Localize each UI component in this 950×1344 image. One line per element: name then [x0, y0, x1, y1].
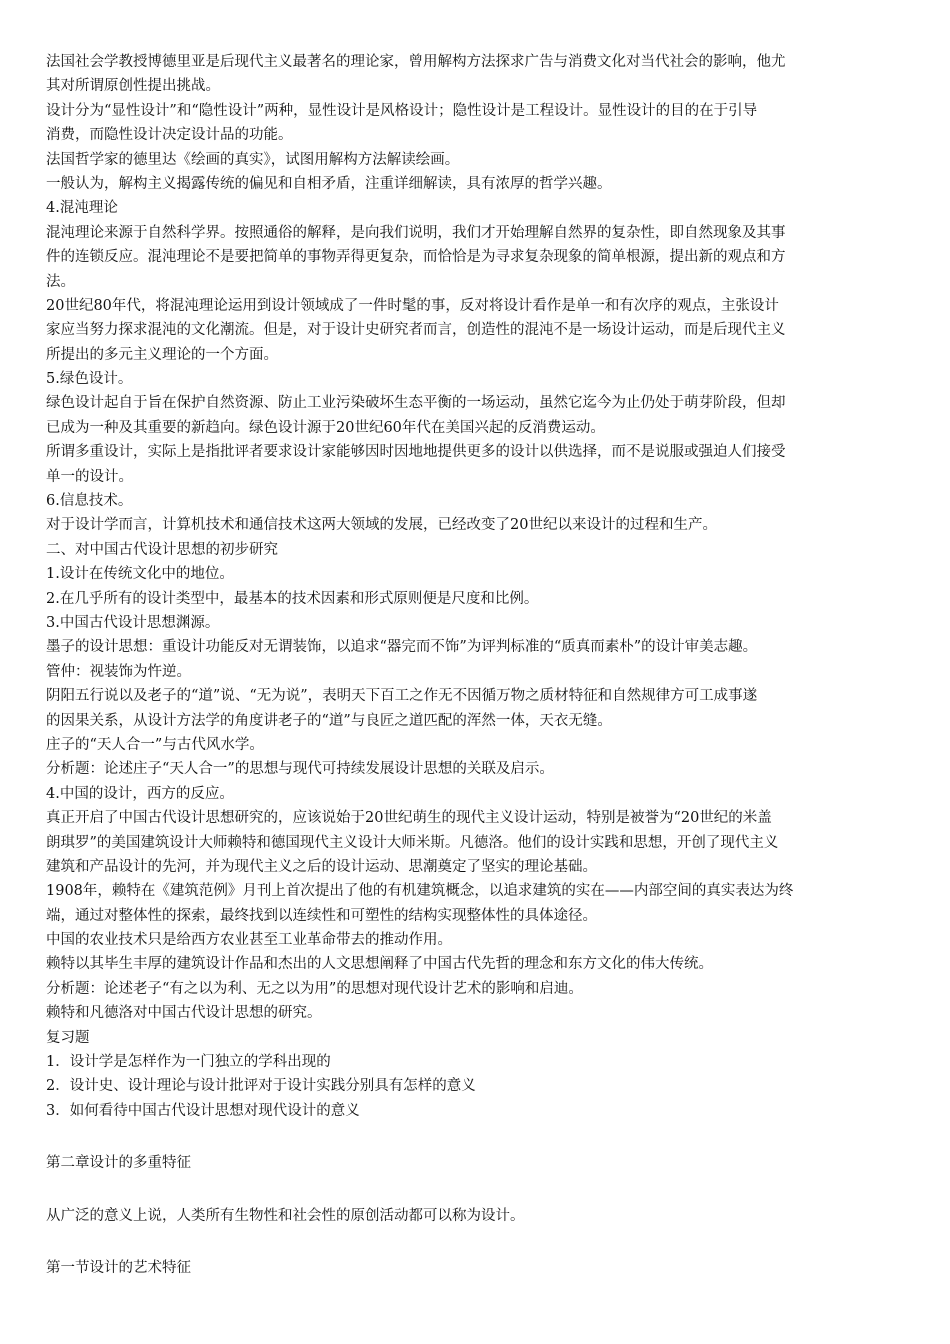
text-line: 真正开启了中国古代设计思想研究的，应该说始于20世纪萌生的现代主义设计运动，特别是被誉为“20世纪的米盖 [46, 810, 772, 827]
text-line: 阴阳五行说以及老子的“道”说、“无为说”，表明天下百工之作无不因循万物之质材特征和自然规律方可工成事遂 [46, 688, 758, 705]
text-line: 端，通过对整体性的探索，最终找到以连续性和可塑性的结构实现整体性的具体途径。 [46, 907, 597, 924]
list-item: 4.中国的设计，西方的反应。 [46, 785, 234, 802]
section-heading: 4.混沌理论 [46, 200, 118, 217]
list-item: 1.设计在传统文化中的地位。 [46, 566, 234, 583]
chapter-intro: 从广泛的意义上说，人类所有生物性和社会性的原创活动都可以称为设计。 [46, 1207, 525, 1224]
text-line: 所谓多重设计，实际上是指批评者要求设计家能够因时因地地提供更多的设计以供选择，而不是说服或强迫人们接受 [46, 444, 786, 461]
text-line: 20世纪80年代，将混沌理论运用到设计领域成了一件时髦的事，反对将设计看作是单一和有次序的观点，主张设计 [46, 297, 779, 314]
document-page [46, 50, 908, 1280]
text-line: 1908年，赖特在《建筑范例》月刊上首次提出了他的有机建筑概念，以追求建筑的实在——内部空间的真实表达为终 [46, 883, 794, 900]
text-line: 设计分为“显性设计”和“隐性设计”两种，显性设计是风格设计；隐性设计是工程设计。显性设计的目的在于引导 [46, 102, 758, 119]
text-line: 分析题：论述老子“有之以为利、无之以为用”的思想对现代设计艺术的影响和启迪。 [46, 980, 583, 997]
text-line: 管仲：视装饰为忤逆。 [46, 663, 191, 680]
section-heading: 5.绿色设计。 [46, 371, 133, 388]
list-item: 3.中国古代设计思想渊源。 [46, 614, 220, 631]
review-heading: 复习题 [46, 1029, 90, 1046]
text-line: 单一的设计。 [46, 468, 133, 485]
text-line: 法国社会学教授博德里亚是后现代主义最著名的理论家，曾用解构方法探求广告与消费文化对当代社会的影响，他尤 [46, 54, 786, 70]
text-line: 所提出的多元主义理论的一个方面。 [46, 346, 278, 363]
text-line: 绿色设计起自于旨在保护自然资源、防止工业污染破坏生态平衡的一场运动，虽然它迄今为止仍处于萌芽阶段，但却 [46, 395, 786, 412]
text-line: 庄子的“天人合一”与古代风水学。 [46, 736, 264, 753]
text-line: 墨子的设计思想：重设计功能反对无谓装饰，以追求“器完而不饰”为评判标准的“质真而素朴”的设计审美志趣。 [46, 639, 758, 656]
section-heading: 6.信息技术。 [46, 493, 133, 510]
body-text [46, 50, 908, 1123]
text-line: 法国哲学家的德里达《绘画的真实》，试图用解构方法解读绘画。 [46, 151, 460, 168]
text-line: 的因果关系，从设计方法学的角度讲老子的“道”与良匠之道匹配的浑然一体，天衣无缝。 [46, 712, 612, 729]
text-line: 赖特以其毕生丰厚的建筑设计作品和杰出的人文思想阐释了中国古代先哲的理念和东方文化的伟大传统。 [46, 956, 713, 973]
section-heading: 二、对中国古代设计思想的初步研究 [46, 541, 278, 558]
review-question: 2．设计史、设计理论与设计批评对于设计实践分别具有怎样的意义 [46, 1078, 476, 1095]
text-line: 分析题：论述庄子“天人合一”的思想与现代可持续发展设计思想的关联及启示。 [46, 761, 554, 778]
text-line: 建筑和产品设计的先河，并为现代主义之后的设计运动、思潮奠定了坚实的理论基础。 [46, 858, 597, 875]
text-line: 家应当努力探求混沌的文化潮流。但是，对于设计史研究者而言，创造性的混沌不是一场设计运动，而是后现代主义 [46, 322, 786, 339]
text-line: 对于设计学而言，计算机技术和通信技术这两大领域的发展，已经改变了20世纪以来设计的过程和生产。 [46, 517, 717, 534]
text-line: 已成为一种及其重要的新趋向。绿色设计源于20世纪60年代在美国兴起的反消费运动。 [46, 419, 605, 436]
review-question: 1．设计学是怎样作为一门独立的学科出现的 [46, 1054, 331, 1071]
chapter-title: 第二章设计的多重特征 [46, 1155, 191, 1172]
text-line: 法。 [46, 273, 75, 290]
review-question: 3．如何看待中国古代设计思想对现代设计的意义 [46, 1102, 360, 1119]
text-line: 中国的农业技术只是给西方农业甚至工业革命带去的推动作用。 [46, 932, 452, 949]
text-line: 件的连锁反应。混沌理论不是要把简单的事物弄得更复杂，而恰恰是为寻求复杂现象的简单根源，提出新的观点和方 [46, 249, 786, 266]
list-item: 2.在几乎所有的设计类型中，最基本的技术因素和形式原则便是尺度和比例。 [46, 590, 539, 607]
text-line: 混沌理论来源于自然科学界。按照通俗的解释，是向我们说明，我们才开始理解自然界的复杂性，即自然现象及其事 [46, 224, 786, 241]
text-line: 一般认为，解构主义揭露传统的偏见和自相矛盾，注重详细解读，具有浓厚的哲学兴趣。 [46, 175, 612, 192]
text-line: 朗琪罗”的美国建筑设计大师赖特和德国现代主义设计大师米斯。凡德洛。他们的设计实践和思想，开创了现代主义 [46, 834, 779, 851]
text-line: 其对所谓原创性提出挑战。 [46, 78, 220, 95]
section-title: 第一节设计的艺术特征 [46, 1260, 191, 1276]
text-line: 消费，而隐性设计决定设计品的功能。 [46, 127, 293, 144]
text-line: 赖特和凡德洛对中国古代设计思想的研究。 [46, 1005, 322, 1022]
